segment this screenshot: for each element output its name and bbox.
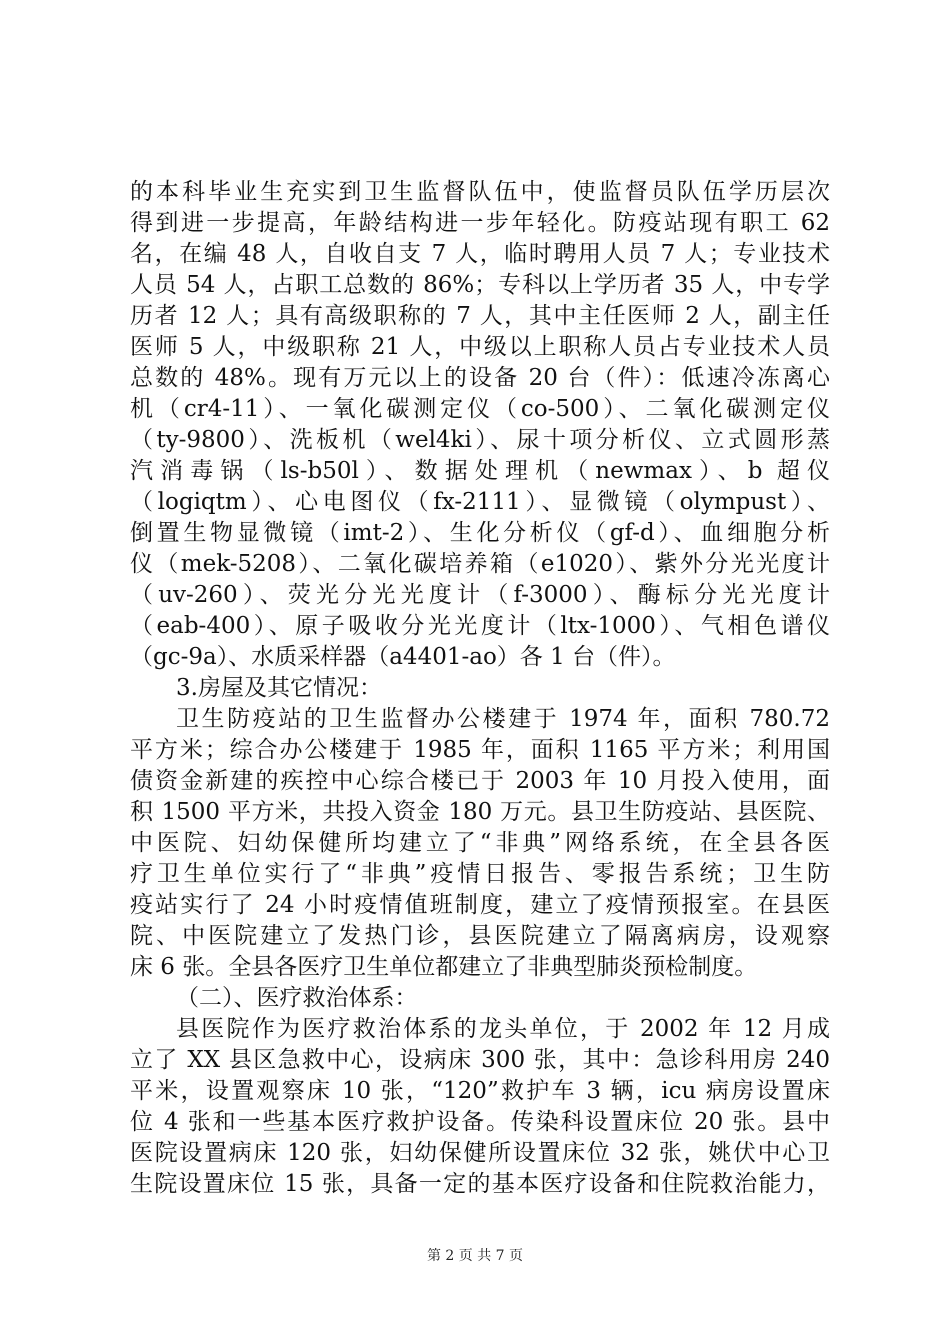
text-line: （uv-260）、荧光分光光度计（f-3000）、酶标分光光度计 <box>130 582 830 608</box>
text-line: 得到进一步提高，年龄结构进一步年轻化。防疫站现有职工 62 <box>130 210 830 236</box>
text-line: 医师 5 人，中级职称 21 人，中级以上职称人员占专业技术人员 <box>130 334 830 360</box>
text-line: 名，在编 48 人，自收自支 7 人，临时聘用人员 7 人；专业技术 <box>130 241 830 267</box>
text-line: 债资金新建的疾控中心综合楼已于 2003 年 10 月投入使用，面 <box>130 768 830 794</box>
text-line: （gc-9a）、水质采样器（a4401-ao）各 1 台（件）。 <box>130 644 676 670</box>
section-heading: 3.房屋及其它情况： <box>176 675 382 701</box>
text-line: 位 4 张和一些基本医疗救护设备。传染科设置床位 20 张。县中 <box>130 1109 830 1135</box>
text-line: 倒置生物显微镜（imt-2）、生化分析仪（gf-d）、血细胞分析 <box>130 520 830 546</box>
text-line: 疫站实行了 24 小时疫情值班制度，建立了疫情预报室。在县医 <box>130 892 830 918</box>
text-line: 人员 54 人，占职工总数的 86%；专科以上学历者 35 人，中专学 <box>130 272 830 298</box>
text-line: （logiqtm）、心电图仪（fx-2111）、显微镜（olympust）、 <box>130 489 830 515</box>
text-line: 立了 XX 县区急救中心，设病床 300 张，其中：急诊科用房 240 <box>130 1047 830 1073</box>
text-line: 中医院、妇幼保健所均建立了“非典”网络系统，在全县各医 <box>130 830 830 856</box>
text-line: 平米，设置观察床 10 张，“120”救护车 3 辆，icu 病房设置床 <box>130 1078 830 1104</box>
text-line: 卫生防疫站的卫生监督办公楼建于 1974 年，面积 780.72 <box>176 706 830 732</box>
section-heading: （二）、医疗救治体系： <box>176 985 418 1011</box>
text-line: 生院设置床位 15 张，具备一定的基本医疗设备和住院救治能力， <box>130 1171 830 1197</box>
text-line: 汽消毒锅（ls-b50l）、数据处理机（newmax）、b 超仪 <box>130 458 830 484</box>
text-line: 平方米；综合办公楼建于 1985 年，面积 1165 平方米；利用国 <box>130 737 830 763</box>
text-line: 疗卫生单位实行了“非典”疫情日报告、零报告系统；卫生防 <box>130 861 830 887</box>
text-line: 县医院作为医疗救治体系的龙头单位，于 2002 年 12 月成 <box>176 1016 830 1042</box>
text-line: 仪（mek-5208）、二氧化碳培养箱（e1020）、紫外分光光度计 <box>130 551 830 577</box>
page-footer: 第 2 页 共 7 页 <box>426 1248 524 1264</box>
text-line: 床 6 张。全县各医疗卫生单位都建立了非典型肺炎预检制度。 <box>130 954 758 980</box>
text-line: 积 1500 平方米，共投入资金 180 万元。县卫生防疫站、县医院、 <box>130 799 830 825</box>
text-line: 医院设置病床 120 张，妇幼保健所设置床位 32 张，姚伏中心卫 <box>130 1140 830 1166</box>
text-line: 的本科毕业生充实到卫生监督队伍中，使监督员队伍学历层次 <box>130 179 830 205</box>
text-line: 历者 12 人；具有高级职称的 7 人，其中主任医师 2 人，副主任 <box>130 303 830 329</box>
text-line: 院、中医院建立了发热门诊，县医院建立了隔离病房，设观察 <box>130 923 830 949</box>
text-line: 机（cr4-11）、一氧化碳测定仪（co-500）、二氧化碳测定仪 <box>130 396 830 422</box>
text-line: 总数的 48%。现有万元以上的设备 20 台（件）：低速冷冻离心 <box>130 365 830 391</box>
text-line: （eab-400）、原子吸收分光光度计（ltx-1000）、气相色谱仪 <box>130 613 830 639</box>
text-line: （ty-9800）、洗板机（wel4ki）、尿十项分析仪、立式圆形蒸 <box>130 427 830 453</box>
